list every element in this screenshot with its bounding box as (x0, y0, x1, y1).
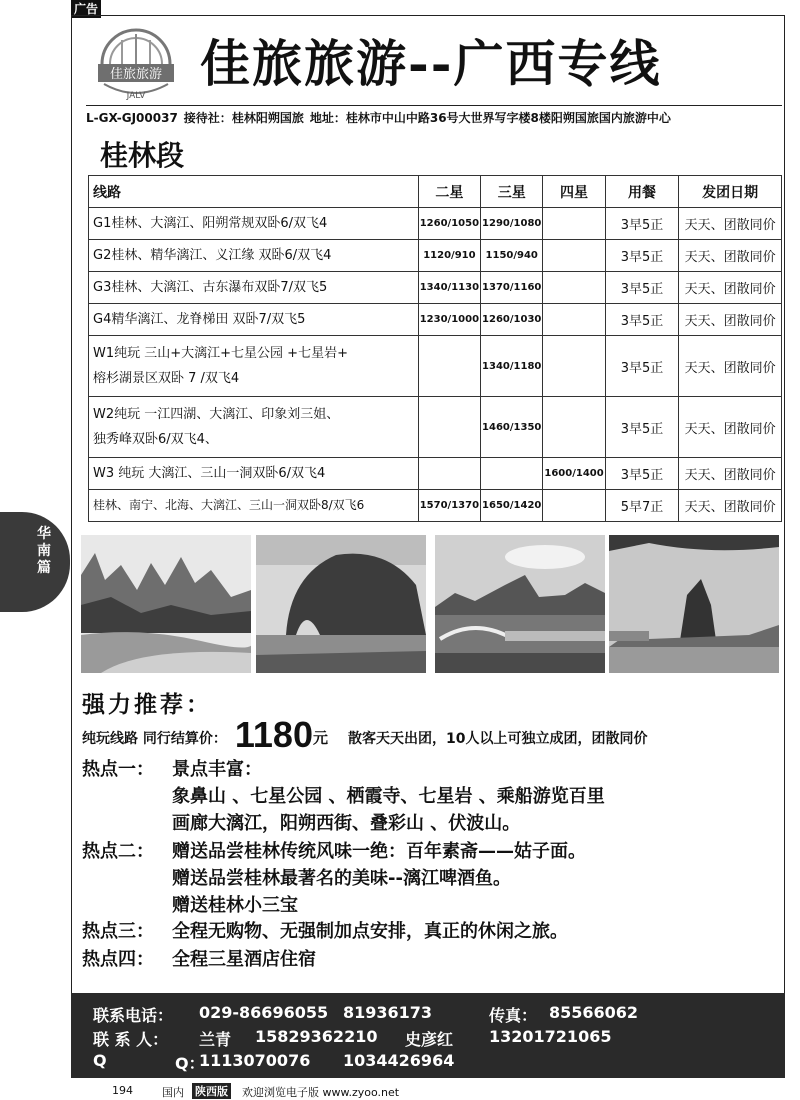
table-row (89, 208, 782, 240)
price-4star (543, 208, 605, 240)
meal-cell: 3早5正 (605, 304, 679, 336)
logo-text: 佳旅旅游 (109, 67, 163, 82)
date-cell: 天天、团散同价 (679, 240, 782, 272)
license-number: L-GX-GJ00037 (86, 111, 178, 125)
date-cell: 天天、团散同价 (679, 208, 782, 240)
price-3star (481, 458, 543, 490)
meal-cell: 3早5正 (605, 240, 679, 272)
route-cell: G3桂林、大漓江、古东瀑布双卧7/双飞5 (89, 272, 419, 304)
page-number: 194 (112, 1084, 133, 1097)
price-value: 1180 (234, 714, 313, 755)
mobile-2: 13201721065 (489, 1027, 612, 1046)
person-1: 兰青 (199, 1030, 232, 1049)
price-3star: 1370/1160 (481, 272, 543, 304)
hot1-line: 景点丰富： (172, 759, 262, 780)
date-cell: 天天、团散同价 (679, 490, 782, 522)
hot2-line: 赠送桂林小三宝 (172, 895, 298, 916)
price-3star: 1150/940 (481, 240, 543, 272)
qq-1: 1113070076 (199, 1051, 311, 1070)
table-row (89, 458, 782, 490)
table-row (89, 304, 782, 336)
col-4star: 四星 (543, 176, 605, 208)
recommend-title: 强力推荐： (82, 692, 212, 718)
price-4star (543, 304, 605, 336)
meal-cell: 3早5正 (605, 397, 679, 458)
footer-region: 国内 (162, 1086, 184, 1099)
hot-point-3 (82, 918, 568, 945)
hot2-line: 赠送品尝桂林传统风味一绝：百年素斋——姑子面。 (172, 841, 586, 862)
meal-cell: 3早5正 (605, 272, 679, 304)
hot-point-4 (82, 946, 316, 973)
receiver: 桂林阳朔国旅 (231, 111, 304, 125)
price-3star: 1650/1420 (481, 490, 543, 522)
price-3star: 1340/1180 (481, 336, 543, 397)
footer-note: 欢迎浏览电子版 www.zyoo.net (242, 1086, 400, 1099)
hot4-label: 热点四： (82, 949, 154, 970)
logo-subtext: JALV (126, 91, 146, 101)
hot1-line: 象鼻山 、七星公园 、栖霞寺、七星岩 、乘船游览百里 (172, 786, 605, 807)
hot1-label: 热点一： (82, 759, 154, 780)
price-4star (543, 240, 605, 272)
price-4star (543, 336, 605, 397)
photo-elephant-trunk-hill (256, 535, 426, 673)
hot3-label: 热点三： (82, 921, 154, 942)
table-row (89, 490, 782, 522)
hot-point-2 (82, 838, 586, 919)
price-prefix: 纯玩线路 同行结算价： (82, 731, 227, 747)
col-meal: 用餐 (605, 176, 679, 208)
route-cell (89, 397, 419, 458)
col-date: 发团日期 (679, 176, 782, 208)
price-2star: 1570/1370 (418, 490, 480, 522)
col-2star: 二星 (418, 176, 480, 208)
price-3star: 1260/1030 (481, 304, 543, 336)
date-cell: 天天、团散同价 (679, 304, 782, 336)
routes-table (88, 175, 782, 522)
date-cell: 天天、团散同价 (679, 397, 782, 458)
footer-edition: 陕西版 (192, 1083, 231, 1099)
page-footer (0, 1080, 800, 1100)
route-line-1: W1纯玩 三山+大漓江+七星公园 +七星岩+ (93, 346, 348, 361)
photo-bridge-park (435, 535, 605, 673)
qq-2: 1034426964 (343, 1051, 455, 1070)
photo-karst-river (81, 535, 251, 673)
route-line-2: 榕杉湖景区双卧 7 /双飞4 (93, 371, 240, 386)
route-line-1: W2纯玩 一江四湖、大漓江、印象刘三姐、 (93, 407, 340, 422)
hot2-line: 赠送品尝桂林最著名的美味--漓江啤酒鱼。 (172, 868, 511, 889)
route-cell: G1桂林、大漓江、阳朔常规双卧6/双飞4 (89, 208, 419, 240)
price-line (82, 714, 647, 756)
price-4star: 1600/1400 (543, 458, 605, 490)
phone-label: 联系电话： (93, 1006, 174, 1025)
address: 桂林市中山中路36号大世界写字楼8楼阳朔国旅国内旅游中心 (345, 111, 671, 125)
ad-tag: 广告 (71, 0, 101, 18)
brand-logo (92, 22, 180, 102)
receiver-label: 接待社： (183, 111, 232, 125)
price-3star: 1460/1350 (481, 397, 543, 458)
phone-1: 029-86696055 (199, 1003, 329, 1022)
col-3star: 三星 (481, 176, 543, 208)
price-2star (418, 458, 480, 490)
hot3-text: 全程无购物、无强制加点安排，真正的休闲之旅。 (172, 921, 568, 942)
price-unit: 元 (312, 729, 328, 747)
route-cell (89, 336, 419, 397)
qq-label-1: Q (93, 1051, 107, 1070)
hot4-text: 全程三星酒店住宿 (172, 949, 316, 970)
route-cell: G2桂林、精华漓江、义江缘 双卧6/双飞4 (89, 240, 419, 272)
date-cell: 天天、团散同价 (679, 458, 782, 490)
contact-bar (71, 993, 785, 1078)
person-label: 联 系 人： (93, 1030, 169, 1049)
photo-solitary-peak (609, 535, 779, 673)
table-row (89, 272, 782, 304)
meal-cell: 3早5正 (605, 208, 679, 240)
price-2star (418, 336, 480, 397)
route-cell: G4精华漓江、龙脊梯田 双卧7/双飞5 (89, 304, 419, 336)
date-cell: 天天、团散同价 (679, 336, 782, 397)
region-side-tab (0, 512, 70, 612)
price-4star (543, 272, 605, 304)
hot1-line: 画廊大漓江，阳朔西街、叠彩山 、伏波山。 (172, 813, 521, 834)
price-2star: 1340/1130 (418, 272, 480, 304)
fax-label: 传真： (489, 1006, 538, 1025)
price-2star (418, 397, 480, 458)
person-2: 史彦红 (405, 1030, 454, 1049)
price-3star: 1290/1080 (481, 208, 543, 240)
side-tab-label: 华南篇 (37, 526, 51, 576)
price-2star: 1120/910 (418, 240, 480, 272)
section-title: 桂林段 (100, 139, 185, 172)
meal-cell: 3早5正 (605, 458, 679, 490)
date-cell: 天天、团散同价 (679, 272, 782, 304)
qq-label-2: Q： (175, 1054, 205, 1073)
fax-number: 85566062 (549, 1003, 639, 1022)
meal-cell: 3早5正 (605, 336, 679, 397)
route-line-2: 独秀峰双卧6/双飞4、 (93, 432, 218, 447)
price-4star (543, 397, 605, 458)
phone-2: 81936173 (343, 1003, 433, 1022)
price-2star: 1260/1050 (418, 208, 480, 240)
agency-info (86, 105, 782, 126)
price-2star: 1230/1000 (418, 304, 480, 336)
route-cell: 桂林、南宁、北海、大漓江、三山一洞双卧8/双飞6 (89, 490, 419, 522)
meal-cell: 5早7正 (605, 490, 679, 522)
table-row (89, 240, 782, 272)
table-row (89, 336, 782, 397)
col-route: 线路 (89, 176, 419, 208)
mobile-1: 15829362210 (255, 1027, 378, 1046)
price-note: 散客天天出团，10人以上可独立成团，团散同价 (348, 731, 648, 747)
price-4star (543, 490, 605, 522)
hot2-label: 热点二： (82, 841, 154, 862)
address-label: 地址： (309, 111, 346, 125)
table-header-row (89, 176, 782, 208)
brand-title: 佳旅旅游--广西专线 (200, 34, 662, 93)
hot-point-1 (82, 756, 605, 837)
table-row (89, 397, 782, 458)
route-cell: W3 纯玩 大漓江、三山一洞双卧6/双飞4 (89, 458, 419, 490)
